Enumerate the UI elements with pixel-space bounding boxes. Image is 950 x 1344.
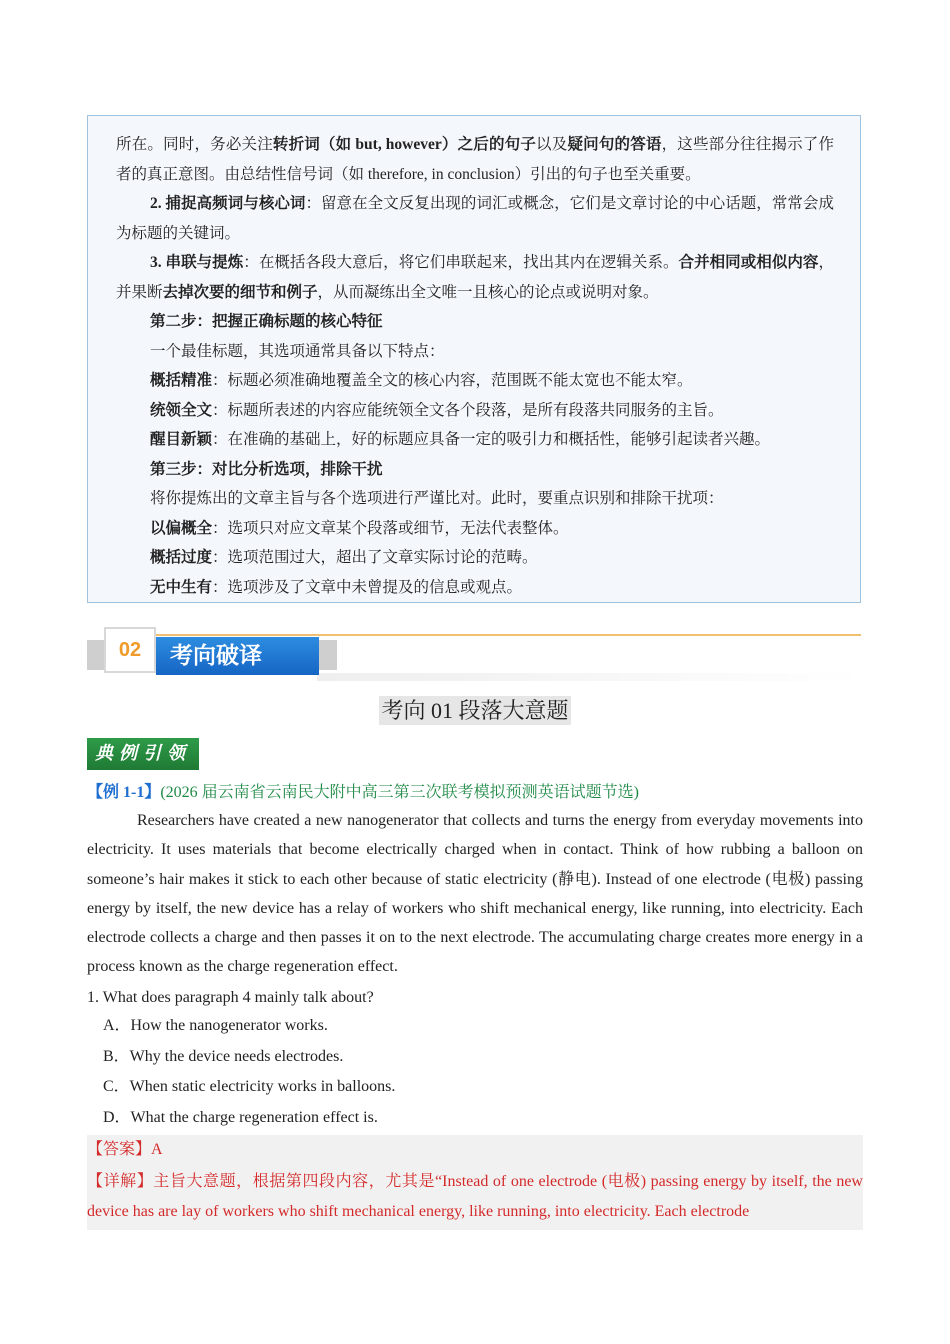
explanation-text: 【详解】主旨大意题，根据第四段内容，尤其是“Instead of one electrode (电极) passing energy by itself, the new device has are lay of workers who shift mechanical energy, like running, into electricity. Each electrode <box>87 1173 863 1220</box>
section-title: 考向 01 段落大意题 <box>381 698 569 723</box>
banner-title: 考向破译 <box>156 637 319 675</box>
trap-item: 以偏概全：选项只对应文章某个段落或细节，无法代表整体。 <box>150 519 569 537</box>
typical-example-badge: 典例引领 <box>87 738 199 770</box>
answer-label: 【答案】 <box>87 1141 152 1158</box>
option-c: C．When static electricity works in balloons. <box>103 1078 396 1096</box>
option-a: A．How the nanogenerator works. <box>103 1017 328 1034</box>
feature-item: 概括精准：标题必须准确地覆盖全文的核心内容，范围既不能太宽也不能太窄。 <box>150 372 693 389</box>
step-3-intro: 将你提炼出的文章主旨与各个选项进行严谨比对。此时，要重点识别和排除干扰项： <box>150 490 724 507</box>
emphasis-transition-words: 转折词（如 but, however）之后的句子 <box>272 136 537 153</box>
step-2-heading: 第二步：把握正确标题的核心特征 <box>150 313 383 330</box>
banner-fade <box>317 673 863 681</box>
option-b: B．Why the device needs electrodes. <box>103 1047 344 1065</box>
point-2-heading: 2. 捕捉高频词与核心词 <box>150 195 306 212</box>
answer-explanation-box <box>87 1135 863 1230</box>
answer-options <box>103 1012 395 1135</box>
summary-paragraph-2: 2. 捕捉高频词与核心词：留意在全文反复出现的词汇或概念，它们是文章讨论的中心话题，常常会成为标题的关键词。 <box>116 195 834 242</box>
method-summary-box <box>87 115 861 603</box>
summary-paragraph-3: 3. 串联与提炼：在概括各段大意后，将它们串联起来，找出其内在逻辑关系。合并相同或相似内容，并果断去掉次要的细节和例子，从而凝练出全文唯一且核心的论点或说明对象。 <box>116 254 834 301</box>
reading-passage: Researchers have created a new nanogenerator that collects and turns the energy from everyday movements into electricity. It uses materials that become electrically charged when in contact. Think of how rubbing a balloon on someone’s hair makes it stick to each other because of static electricity (静电). Instead of one electrode (电极) passing energy by itself, the new device has a relay of workers who shift mechanical energy, like running, into electricity. Each electrode collects a charge and then passes it on to the next electrode. The accumulating charge creates more energy in a process known as the charge regeneration effect. <box>87 812 863 976</box>
section-banner <box>87 625 863 683</box>
option-d: D．What the charge regeneration effect is. <box>103 1109 378 1127</box>
trap-item: 无中生有：选项涉及了文章中未曾提及的信息或观点。 <box>150 578 523 596</box>
feature-item: 醒目新颖：在准确的基础上，好的标题应具备一定的吸引力和概括性，能够引起读者兴趣。 <box>150 431 771 448</box>
example-source: (2026 届云南省云南民大附中高三第三次联考模拟预测英语试题节选) <box>160 784 640 801</box>
summary-paragraph-1: 所在。同时，务必关注转折词（如 but, however）之后的句子以及疑问句的答语，这些部分往往揭示了作者的真正意图。由总结性信号词（如 therefore, in conclusion）引出的句子也至关重要。 <box>116 136 834 183</box>
point-3-heading: 3. 串联与提炼 <box>150 254 244 271</box>
answer-value: A <box>151 1141 163 1158</box>
question-stem: 1. What does paragraph 4 mainly talk about? <box>87 989 374 1006</box>
step-3-heading: 第三步：对比分析选项，排除干扰 <box>150 460 383 478</box>
banner-number: 02 <box>104 627 156 673</box>
trap-item: 概括过度：选项范围过大，超出了文章实际讨论的范畴。 <box>150 549 538 566</box>
banner-divider <box>105 634 861 636</box>
explanation-label: 【详解】 <box>87 1173 154 1190</box>
example-heading <box>87 779 639 802</box>
feature-item: 统领全文：标题所表述的内容应能统领全文各个段落，是所有段落共同服务的主旨。 <box>150 401 724 419</box>
step-2-intro: 一个最佳标题，其选项通常具备以下特点： <box>150 342 445 360</box>
example-number: 【例 1-1】 <box>87 784 161 801</box>
emphasis-question-answers: 疑问句的答语 <box>567 136 662 153</box>
answer-line <box>87 1137 163 1163</box>
